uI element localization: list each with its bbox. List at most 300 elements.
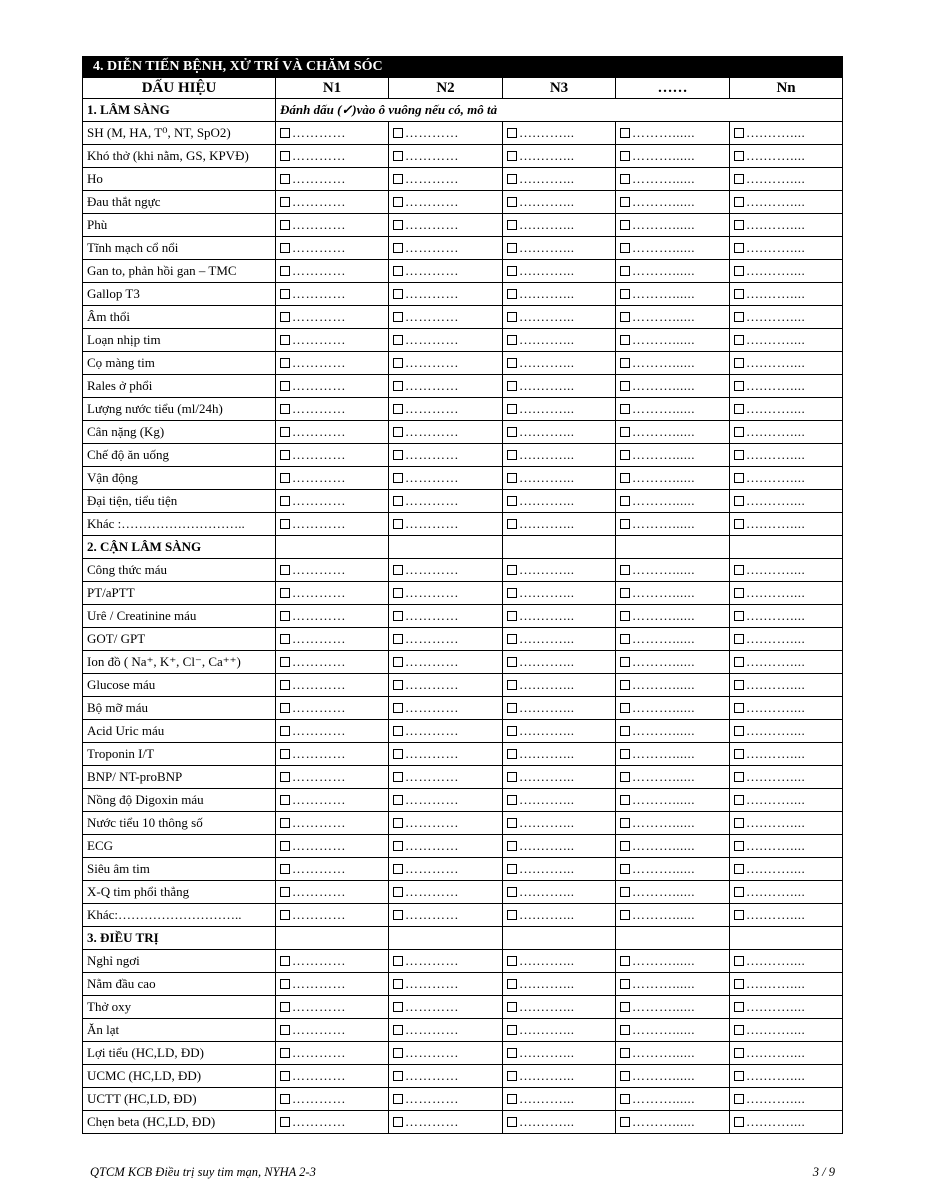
description-field[interactable]: ………...... (632, 1068, 695, 1083)
day-cell-2[interactable] (389, 1088, 503, 1111)
checkbox[interactable] (620, 772, 630, 782)
description-field[interactable]: ….……... (519, 1114, 575, 1129)
day-cell-5[interactable] (730, 835, 843, 858)
description-field[interactable]: ………… (292, 746, 346, 761)
description-field[interactable]: ………...... (632, 769, 695, 784)
checkbox[interactable] (393, 588, 403, 598)
day-cell-5[interactable] (730, 996, 843, 1019)
day-cell-4[interactable] (616, 835, 730, 858)
checkbox[interactable] (734, 657, 744, 667)
checkbox[interactable] (393, 634, 403, 644)
checkbox[interactable] (620, 1117, 630, 1127)
description-field[interactable]: ………… (292, 976, 346, 991)
description-field[interactable]: ………… (405, 976, 459, 991)
checkbox[interactable] (280, 910, 290, 920)
checkbox[interactable] (393, 726, 403, 736)
description-field[interactable]: ….……... (519, 401, 575, 416)
checkbox[interactable] (507, 726, 517, 736)
day-cell-4[interactable] (616, 582, 730, 605)
day-cell-1[interactable] (276, 421, 389, 444)
day-cell-4[interactable] (616, 191, 730, 214)
description-field[interactable]: ………...... (632, 470, 695, 485)
description-field[interactable]: ….…….... (746, 631, 806, 646)
description-field[interactable]: ….…….... (746, 838, 806, 853)
checkbox[interactable] (620, 565, 630, 575)
day-cell-2[interactable] (389, 467, 503, 490)
description-field[interactable]: ….…….... (746, 999, 806, 1014)
checkbox[interactable] (620, 979, 630, 989)
day-cell-3[interactable] (503, 559, 616, 582)
checkbox[interactable] (393, 128, 403, 138)
checkbox[interactable] (734, 634, 744, 644)
checkbox[interactable] (280, 358, 290, 368)
day-cell-4[interactable] (616, 260, 730, 283)
checkbox[interactable] (507, 174, 517, 184)
description-field[interactable]: ………...... (632, 907, 695, 922)
day-cell-5[interactable] (730, 720, 843, 743)
description-field[interactable]: ….……... (519, 953, 575, 968)
checkbox[interactable] (620, 726, 630, 736)
checkbox[interactable] (280, 151, 290, 161)
day-cell-5[interactable] (730, 973, 843, 996)
checkbox[interactable] (734, 1094, 744, 1104)
day-cell-5[interactable] (730, 766, 843, 789)
checkbox[interactable] (280, 128, 290, 138)
description-field[interactable]: ….……... (519, 125, 575, 140)
day-cell-3[interactable] (503, 467, 616, 490)
day-cell-1[interactable] (276, 950, 389, 973)
day-cell-5[interactable] (730, 467, 843, 490)
day-cell-3[interactable] (503, 513, 616, 536)
checkbox[interactable] (734, 335, 744, 345)
description-field[interactable]: ………… (292, 999, 346, 1014)
description-field[interactable]: ….……... (519, 447, 575, 462)
checkbox[interactable] (734, 1025, 744, 1035)
checkbox[interactable] (620, 703, 630, 713)
checkbox[interactable] (393, 519, 403, 529)
description-field[interactable]: ….…….... (746, 125, 806, 140)
checkbox[interactable] (507, 1002, 517, 1012)
checkbox[interactable] (280, 680, 290, 690)
description-field[interactable]: ….…….... (746, 470, 806, 485)
description-field[interactable]: ………… (292, 263, 346, 278)
day-cell-1[interactable] (276, 1088, 389, 1111)
description-field[interactable]: ………… (292, 792, 346, 807)
description-field[interactable]: ………… (405, 884, 459, 899)
day-cell-3[interactable] (503, 1019, 616, 1042)
day-cell-4[interactable] (616, 1042, 730, 1065)
day-cell-5[interactable] (730, 329, 843, 352)
description-field[interactable]: ………...... (632, 585, 695, 600)
checkbox[interactable] (734, 818, 744, 828)
checkbox[interactable] (280, 588, 290, 598)
checkbox[interactable] (280, 795, 290, 805)
day-cell-2[interactable] (389, 1065, 503, 1088)
checkbox[interactable] (280, 1094, 290, 1104)
day-cell-3[interactable] (503, 398, 616, 421)
description-field[interactable]: ………… (405, 171, 459, 186)
day-cell-1[interactable] (276, 858, 389, 881)
description-field[interactable]: ………… (405, 654, 459, 669)
checkbox[interactable] (393, 1071, 403, 1081)
day-cell-2[interactable] (389, 743, 503, 766)
description-field[interactable]: ………… (405, 838, 459, 853)
checkbox[interactable] (734, 496, 744, 506)
description-field[interactable]: ….…….... (746, 1022, 806, 1037)
day-cell-5[interactable] (730, 375, 843, 398)
description-field[interactable]: ………...... (632, 286, 695, 301)
description-field[interactable]: ………… (292, 1091, 346, 1106)
checkbox[interactable] (620, 818, 630, 828)
checkbox[interactable] (507, 1094, 517, 1104)
checkbox[interactable] (620, 887, 630, 897)
checkbox[interactable] (507, 887, 517, 897)
description-field[interactable]: ………… (405, 631, 459, 646)
description-field[interactable]: ….…….... (746, 700, 806, 715)
description-field[interactable]: ….…….... (746, 332, 806, 347)
checkbox[interactable] (393, 151, 403, 161)
day-cell-4[interactable] (616, 513, 730, 536)
checkbox[interactable] (507, 979, 517, 989)
checkbox[interactable] (280, 381, 290, 391)
description-field[interactable]: ….……... (519, 907, 575, 922)
description-field[interactable]: ………… (405, 769, 459, 784)
description-field[interactable]: ………… (405, 217, 459, 232)
description-field[interactable]: ….…….... (746, 953, 806, 968)
description-field[interactable]: ….……... (519, 217, 575, 232)
description-field[interactable]: ………… (405, 447, 459, 462)
description-field[interactable]: ………...... (632, 677, 695, 692)
day-cell-2[interactable] (389, 145, 503, 168)
description-field[interactable]: ………… (292, 1022, 346, 1037)
day-cell-5[interactable] (730, 812, 843, 835)
day-cell-1[interactable] (276, 145, 389, 168)
checkbox[interactable] (393, 450, 403, 460)
description-field[interactable]: ………...... (632, 746, 695, 761)
checkbox[interactable] (507, 818, 517, 828)
checkbox[interactable] (507, 956, 517, 966)
day-cell-3[interactable] (503, 191, 616, 214)
day-cell-4[interactable] (616, 697, 730, 720)
checkbox[interactable] (620, 795, 630, 805)
description-field[interactable]: ………… (405, 999, 459, 1014)
day-cell-4[interactable] (616, 743, 730, 766)
day-cell-3[interactable] (503, 996, 616, 1019)
checkbox[interactable] (507, 910, 517, 920)
description-field[interactable]: ………… (405, 355, 459, 370)
description-field[interactable]: ………… (292, 585, 346, 600)
description-field[interactable]: ….…….... (746, 562, 806, 577)
day-cell-4[interactable] (616, 996, 730, 1019)
description-field[interactable]: ………...... (632, 401, 695, 416)
description-field[interactable]: ………… (405, 562, 459, 577)
description-field[interactable]: ………… (405, 125, 459, 140)
description-field[interactable]: ….…….... (746, 654, 806, 669)
description-field[interactable]: ………… (292, 470, 346, 485)
description-field[interactable]: ………… (292, 171, 346, 186)
description-field[interactable]: ………… (292, 815, 346, 830)
description-field[interactable]: ………...... (632, 240, 695, 255)
description-field[interactable]: ….…….... (746, 861, 806, 876)
checkbox[interactable] (280, 611, 290, 621)
checkbox[interactable] (280, 450, 290, 460)
day-cell-5[interactable] (730, 605, 843, 628)
checkbox[interactable] (620, 174, 630, 184)
checkbox[interactable] (620, 588, 630, 598)
checkbox[interactable] (393, 887, 403, 897)
day-cell-1[interactable] (276, 283, 389, 306)
description-field[interactable]: ………… (405, 677, 459, 692)
day-cell-5[interactable] (730, 950, 843, 973)
day-cell-2[interactable] (389, 996, 503, 1019)
checkbox[interactable] (280, 243, 290, 253)
description-field[interactable]: ….…….... (746, 516, 806, 531)
day-cell-5[interactable] (730, 904, 843, 927)
checkbox[interactable] (507, 220, 517, 230)
description-field[interactable]: ………… (292, 240, 346, 255)
description-field[interactable]: ………… (292, 677, 346, 692)
checkbox[interactable] (393, 1025, 403, 1035)
checkbox[interactable] (620, 243, 630, 253)
checkbox[interactable] (734, 1002, 744, 1012)
description-field[interactable]: ………… (405, 263, 459, 278)
checkbox[interactable] (280, 1071, 290, 1081)
day-cell-4[interactable] (616, 1065, 730, 1088)
checkbox[interactable] (620, 1071, 630, 1081)
day-cell-5[interactable] (730, 490, 843, 513)
day-cell-3[interactable] (503, 950, 616, 973)
description-field[interactable]: ….……... (519, 493, 575, 508)
checkbox[interactable] (507, 266, 517, 276)
description-field[interactable]: ….……... (519, 769, 575, 784)
checkbox[interactable] (620, 450, 630, 460)
day-cell-4[interactable] (616, 559, 730, 582)
checkbox[interactable] (393, 795, 403, 805)
checkbox[interactable] (507, 1025, 517, 1035)
description-field[interactable]: ………… (405, 792, 459, 807)
day-cell-3[interactable] (503, 329, 616, 352)
day-cell-1[interactable] (276, 214, 389, 237)
day-cell-3[interactable] (503, 973, 616, 996)
description-field[interactable]: ………… (292, 907, 346, 922)
description-field[interactable]: ………… (405, 723, 459, 738)
day-cell-4[interactable] (616, 375, 730, 398)
checkbox[interactable] (393, 1002, 403, 1012)
checkbox[interactable] (620, 1094, 630, 1104)
day-cell-1[interactable] (276, 329, 389, 352)
description-field[interactable]: ………… (292, 194, 346, 209)
checkbox[interactable] (620, 519, 630, 529)
checkbox[interactable] (280, 956, 290, 966)
day-cell-4[interactable] (616, 1111, 730, 1134)
description-field[interactable]: ….……... (519, 516, 575, 531)
description-field[interactable]: ………...... (632, 332, 695, 347)
checkbox[interactable] (507, 795, 517, 805)
checkbox[interactable] (620, 680, 630, 690)
checkbox[interactable] (393, 1117, 403, 1127)
checkbox[interactable] (393, 1094, 403, 1104)
description-field[interactable]: ….…….... (746, 401, 806, 416)
description-field[interactable]: ………...... (632, 953, 695, 968)
checkbox[interactable] (620, 335, 630, 345)
checkbox[interactable] (620, 1048, 630, 1058)
checkbox[interactable] (393, 243, 403, 253)
day-cell-3[interactable] (503, 306, 616, 329)
day-cell-3[interactable] (503, 674, 616, 697)
description-field[interactable]: ….…….... (746, 424, 806, 439)
day-cell-1[interactable] (276, 720, 389, 743)
checkbox[interactable] (507, 611, 517, 621)
day-cell-5[interactable] (730, 1065, 843, 1088)
checkbox[interactable] (280, 220, 290, 230)
day-cell-1[interactable] (276, 1019, 389, 1042)
day-cell-4[interactable] (616, 950, 730, 973)
description-field[interactable]: ………… (292, 309, 346, 324)
day-cell-3[interactable] (503, 628, 616, 651)
checkbox[interactable] (620, 634, 630, 644)
description-field[interactable]: ………… (292, 286, 346, 301)
checkbox[interactable] (620, 151, 630, 161)
day-cell-5[interactable] (730, 1042, 843, 1065)
description-field[interactable]: ….…….... (746, 447, 806, 462)
description-field[interactable]: ….…….... (746, 263, 806, 278)
description-field[interactable]: ………...... (632, 355, 695, 370)
description-field[interactable]: ………… (292, 516, 346, 531)
day-cell-4[interactable] (616, 1088, 730, 1111)
checkbox[interactable] (393, 289, 403, 299)
day-cell-1[interactable] (276, 789, 389, 812)
day-cell-2[interactable] (389, 1042, 503, 1065)
checkbox[interactable] (620, 128, 630, 138)
day-cell-2[interactable] (389, 559, 503, 582)
description-field[interactable]: ………… (292, 148, 346, 163)
description-field[interactable]: ….…….... (746, 194, 806, 209)
day-cell-5[interactable] (730, 582, 843, 605)
checkbox[interactable] (280, 703, 290, 713)
description-field[interactable]: ………… (405, 746, 459, 761)
checkbox[interactable] (507, 381, 517, 391)
checkbox[interactable] (620, 427, 630, 437)
description-field[interactable]: ………… (405, 470, 459, 485)
day-cell-2[interactable] (389, 490, 503, 513)
day-cell-3[interactable] (503, 743, 616, 766)
description-field[interactable]: ………… (405, 907, 459, 922)
description-field[interactable]: ….…….... (746, 792, 806, 807)
description-field[interactable]: ….……... (519, 194, 575, 209)
checkbox[interactable] (734, 519, 744, 529)
day-cell-4[interactable] (616, 444, 730, 467)
description-field[interactable]: ………… (292, 838, 346, 853)
day-cell-2[interactable] (389, 697, 503, 720)
description-field[interactable]: ………… (292, 355, 346, 370)
day-cell-5[interactable] (730, 559, 843, 582)
description-field[interactable]: ………...... (632, 148, 695, 163)
description-field[interactable]: ………… (405, 493, 459, 508)
day-cell-4[interactable] (616, 858, 730, 881)
description-field[interactable]: ….……... (519, 631, 575, 646)
day-cell-1[interactable] (276, 352, 389, 375)
day-cell-3[interactable] (503, 352, 616, 375)
day-cell-1[interactable] (276, 651, 389, 674)
description-field[interactable]: ………...... (632, 631, 695, 646)
checkbox[interactable] (734, 979, 744, 989)
day-cell-5[interactable] (730, 283, 843, 306)
description-field[interactable]: ………… (405, 1045, 459, 1060)
day-cell-2[interactable] (389, 674, 503, 697)
day-cell-3[interactable] (503, 490, 616, 513)
description-field[interactable]: ….……... (519, 838, 575, 853)
day-cell-5[interactable] (730, 214, 843, 237)
day-cell-2[interactable] (389, 329, 503, 352)
checkbox[interactable] (507, 427, 517, 437)
day-cell-3[interactable] (503, 720, 616, 743)
description-field[interactable]: ………… (292, 861, 346, 876)
checkbox[interactable] (393, 956, 403, 966)
description-field[interactable]: ………… (292, 631, 346, 646)
day-cell-5[interactable] (730, 1088, 843, 1111)
checkbox[interactable] (620, 1002, 630, 1012)
checkbox[interactable] (393, 358, 403, 368)
day-cell-2[interactable] (389, 191, 503, 214)
description-field[interactable]: ………… (405, 1091, 459, 1106)
checkbox[interactable] (734, 151, 744, 161)
description-field[interactable]: ………… (405, 332, 459, 347)
checkbox[interactable] (280, 726, 290, 736)
description-field[interactable]: ….……... (519, 700, 575, 715)
checkbox[interactable] (620, 749, 630, 759)
checkbox[interactable] (734, 243, 744, 253)
checkbox[interactable] (620, 841, 630, 851)
day-cell-5[interactable] (730, 122, 843, 145)
description-field[interactable]: ….……... (519, 746, 575, 761)
checkbox[interactable] (507, 450, 517, 460)
checkbox[interactable] (393, 818, 403, 828)
day-cell-1[interactable] (276, 168, 389, 191)
description-field[interactable]: ….……... (519, 608, 575, 623)
day-cell-3[interactable] (503, 122, 616, 145)
day-cell-1[interactable] (276, 835, 389, 858)
checkbox[interactable] (620, 1025, 630, 1035)
checkbox[interactable] (620, 381, 630, 391)
checkbox[interactable] (620, 956, 630, 966)
description-field[interactable]: ….……... (519, 171, 575, 186)
description-field[interactable]: ………...... (632, 815, 695, 830)
day-cell-2[interactable] (389, 582, 503, 605)
day-cell-2[interactable] (389, 237, 503, 260)
checkbox[interactable] (734, 910, 744, 920)
checkbox[interactable] (280, 634, 290, 644)
day-cell-4[interactable] (616, 237, 730, 260)
description-field[interactable]: ….…….... (746, 493, 806, 508)
day-cell-1[interactable] (276, 444, 389, 467)
checkbox[interactable] (620, 496, 630, 506)
checkbox[interactable] (393, 979, 403, 989)
description-field[interactable]: ….……... (519, 999, 575, 1014)
day-cell-5[interactable] (730, 881, 843, 904)
checkbox[interactable] (734, 680, 744, 690)
description-field[interactable]: ………… (292, 769, 346, 784)
day-cell-1[interactable] (276, 122, 389, 145)
day-cell-4[interactable] (616, 122, 730, 145)
checkbox[interactable] (507, 1048, 517, 1058)
checkbox[interactable] (280, 749, 290, 759)
checkbox[interactable] (507, 404, 517, 414)
checkbox[interactable] (507, 841, 517, 851)
description-field[interactable]: ….……... (519, 263, 575, 278)
description-field[interactable]: ………… (292, 217, 346, 232)
checkbox[interactable] (620, 197, 630, 207)
checkbox[interactable] (280, 197, 290, 207)
